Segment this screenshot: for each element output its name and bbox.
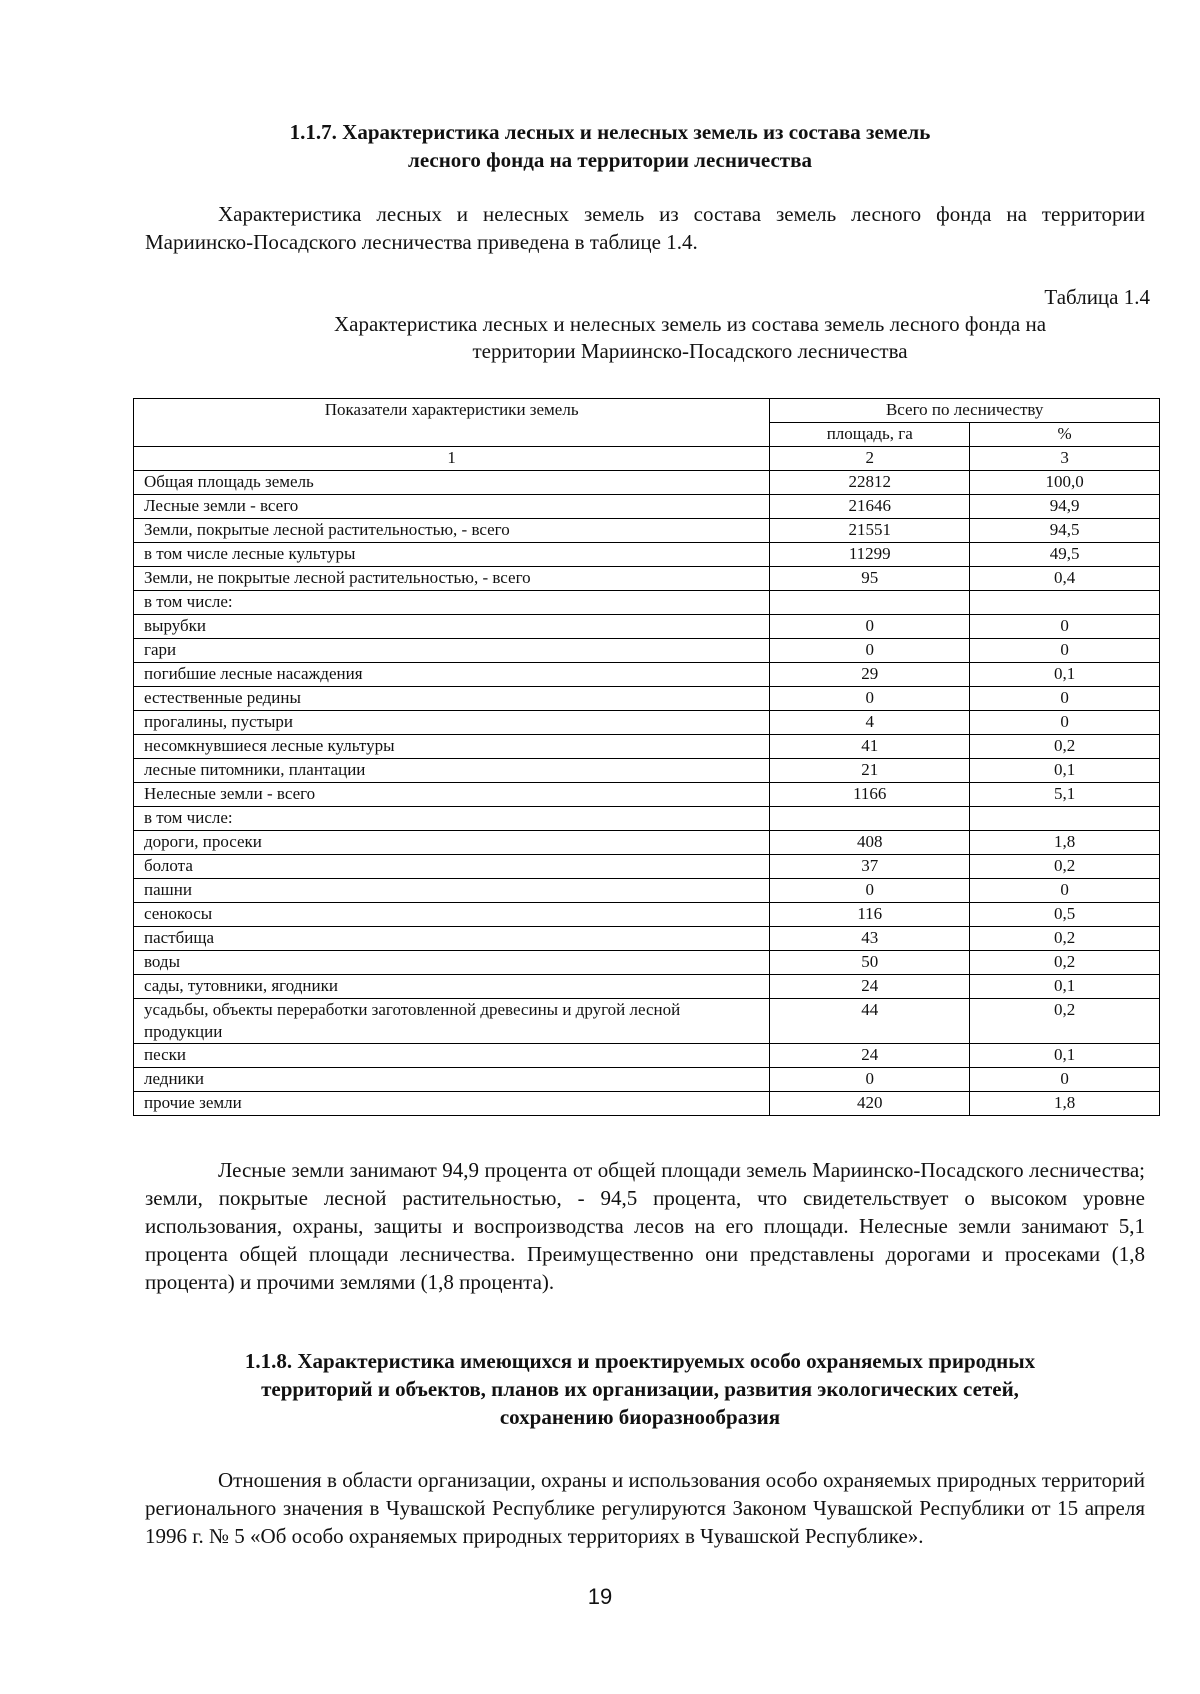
cell-area: 43 [770,927,970,951]
table-row [134,951,1160,975]
cell-percent: 0 [970,711,1160,735]
cell-area [770,807,970,831]
cell-area: 116 [770,903,970,927]
cell-label: болота [134,855,770,879]
cell-label: сенокосы [134,903,770,927]
cell-area: 24 [770,1044,970,1068]
cell-percent: 0 [970,879,1160,903]
cell-label: прочие земли [134,1092,770,1116]
table-row [134,927,1160,951]
header-indicator: Показатели характеристики земель [134,399,770,447]
cell-label: ледники [134,1068,770,1092]
cell-percent: 5,1 [970,783,1160,807]
cell-percent [970,807,1160,831]
column-number: 3 [970,447,1160,471]
summary-paragraph [145,1156,1145,1296]
cell-label: естественные редины [134,687,770,711]
cell-percent: 1,8 [970,831,1160,855]
table-row [134,639,1160,663]
heading-line: лесного фонда на территории лесничества [408,148,812,172]
cell-label: пастбища [134,927,770,951]
cell-area: 22812 [770,471,970,495]
cell-area: 21551 [770,519,970,543]
heading-line: сохранению биоразнообразия [499,1405,781,1429]
cell-area: 1166 [770,783,970,807]
table-row [134,999,1160,1044]
cell-percent: 0 [970,1068,1160,1092]
land-characteristics-table [133,398,1160,1116]
cell-label: дороги, просеки [134,831,770,855]
page-number: 19 [587,1584,613,1609]
table-row [134,567,1160,591]
table-row [134,855,1160,879]
table-title-line: Характеристика лесных и нелесных земель из состава земель лесного фонда на [333,312,1047,336]
cell-label: в том числе: [134,807,770,831]
table-row [134,1068,1160,1092]
table-row [134,879,1160,903]
cell-label: сады, тутовники, ягодники [134,975,770,999]
cell-label: усадьбы, объекты переработки заготовленной древесины и другой лесной продукции [134,999,770,1044]
cell-area: 4 [770,711,970,735]
table-row [134,783,1160,807]
cell-area: 37 [770,855,970,879]
cell-area: 420 [770,1092,970,1116]
cell-label: погибшие лесные насаждения [134,663,770,687]
cell-label: Общая площадь земель [134,471,770,495]
cell-area: 0 [770,639,970,663]
cell-label: гари [134,639,770,663]
cell-percent: 0,2 [970,735,1160,759]
table-row [134,759,1160,783]
cell-area: 21646 [770,495,970,519]
cell-percent: 0 [970,615,1160,639]
intro-text: Характеристика лесных и нелесных земель из состава земель лесного фонда на территории Мариинско-Посадского лесничества приведена в таблице 1.4. [145,202,1145,254]
cell-area [770,591,970,615]
table-row [134,711,1160,735]
cell-label: в том числе: [134,591,770,615]
protected-areas-text: Отношения в области организации, охраны и использования особо охраняемых природных территорий регионального значения в Чувашской Республике регулируются Законом Чувашской Республики от 15 апреля 1996 г. № 5 «Об особо охраняемых природных территориях в Чувашской Республике». [145,1468,1145,1548]
cell-label: пашни [134,879,770,903]
cell-label: Земли, не покрытые лесной растительностью, - всего [134,567,770,591]
cell-label: пески [134,1044,770,1068]
summary-text: Лесные земли занимают 94,9 процента от общей площади земель Мариинско-Посадского лесничества; земли, покрытые лесной растительностью, - 94,5 процента, что свидетельствует о высоком уровне использования, охраны, защиты и воспроизводства лесов на его площади. Нелесные земли занимают 5,1 процента общей площади лесничества. Преимущественно они представлены дорогами и просеками (1,8 процента) и прочими землями (1,8 процента). [145,1158,1145,1294]
cell-label: в том числе лесные культуры [134,543,770,567]
cell-label: воды [134,951,770,975]
column-number: 2 [770,447,970,471]
cell-label: лесные питомники, плантации [134,759,770,783]
cell-area: 41 [770,735,970,759]
cell-area: 0 [770,879,970,903]
heading-line: территорий и объектов, планов их организации, развития экологических сетей, [261,1377,1019,1401]
table-row [134,735,1160,759]
table-row [134,591,1160,615]
table-row [134,519,1160,543]
cell-percent: 0,2 [970,855,1160,879]
protected-areas-paragraph [145,1466,1145,1550]
cell-label: Земли, покрытые лесной растительностью, - всего [134,519,770,543]
cell-label: Нелесные земли - всего [134,783,770,807]
table-title [230,311,1150,365]
cell-label: прогалины, пустыри [134,711,770,735]
table-row [134,831,1160,855]
cell-percent: 0,1 [970,663,1160,687]
cell-area: 29 [770,663,970,687]
cell-percent: 0,4 [970,567,1160,591]
cell-percent: 0,2 [970,927,1160,951]
cell-area: 24 [770,975,970,999]
cell-percent: 94,9 [970,495,1160,519]
section-heading-1-1-7 [160,118,1060,174]
cell-percent: 0 [970,639,1160,663]
cell-percent: 49,5 [970,543,1160,567]
cell-area: 21 [770,759,970,783]
header-area: площадь, га [770,423,970,447]
table-number: Таблица 1.4 [1044,285,1150,309]
table-row [134,495,1160,519]
table-row [134,471,1160,495]
cell-label: несомкнувшиеся лесные культуры [134,735,770,759]
cell-area: 0 [770,1068,970,1092]
cell-area: 50 [770,951,970,975]
cell-area: 408 [770,831,970,855]
table-row [134,903,1160,927]
header-percent: % [970,423,1160,447]
table-row [134,1092,1160,1116]
cell-percent: 100,0 [970,471,1160,495]
heading-line: 1.1.7. Характеристика лесных и нелесных земель из состава земель [289,120,931,144]
cell-area: 0 [770,687,970,711]
intro-paragraph [145,200,1145,256]
cell-percent: 0,5 [970,903,1160,927]
cell-area: 11299 [770,543,970,567]
table-title-line: территории Мариинско-Посадского лесничества [472,339,908,363]
table-row [134,687,1160,711]
table-row [134,807,1160,831]
cell-percent: 0,1 [970,1044,1160,1068]
cell-percent: 0 [970,687,1160,711]
cell-label: Лесные земли - всего [134,495,770,519]
cell-percent: 1,8 [970,1092,1160,1116]
column-number: 1 [134,447,770,471]
cell-label: вырубки [134,615,770,639]
cell-area: 0 [770,615,970,639]
cell-percent: 0,2 [970,951,1160,975]
cell-percent: 0,1 [970,759,1160,783]
cell-percent [970,591,1160,615]
table-row [134,663,1160,687]
table-row [134,1044,1160,1068]
cell-area: 95 [770,567,970,591]
heading-line: 1.1.8. Характеристика имеющихся и проектируемых особо охраняемых природных [244,1349,1036,1373]
section-heading-1-1-8 [170,1347,1110,1431]
table-row [134,975,1160,999]
table-row [134,615,1160,639]
table-row [134,543,1160,567]
cell-percent: 94,5 [970,519,1160,543]
cell-percent: 0,2 [970,999,1160,1044]
cell-area: 44 [770,999,970,1044]
header-total: Всего по лесничеству [770,399,1160,423]
cell-percent: 0,1 [970,975,1160,999]
